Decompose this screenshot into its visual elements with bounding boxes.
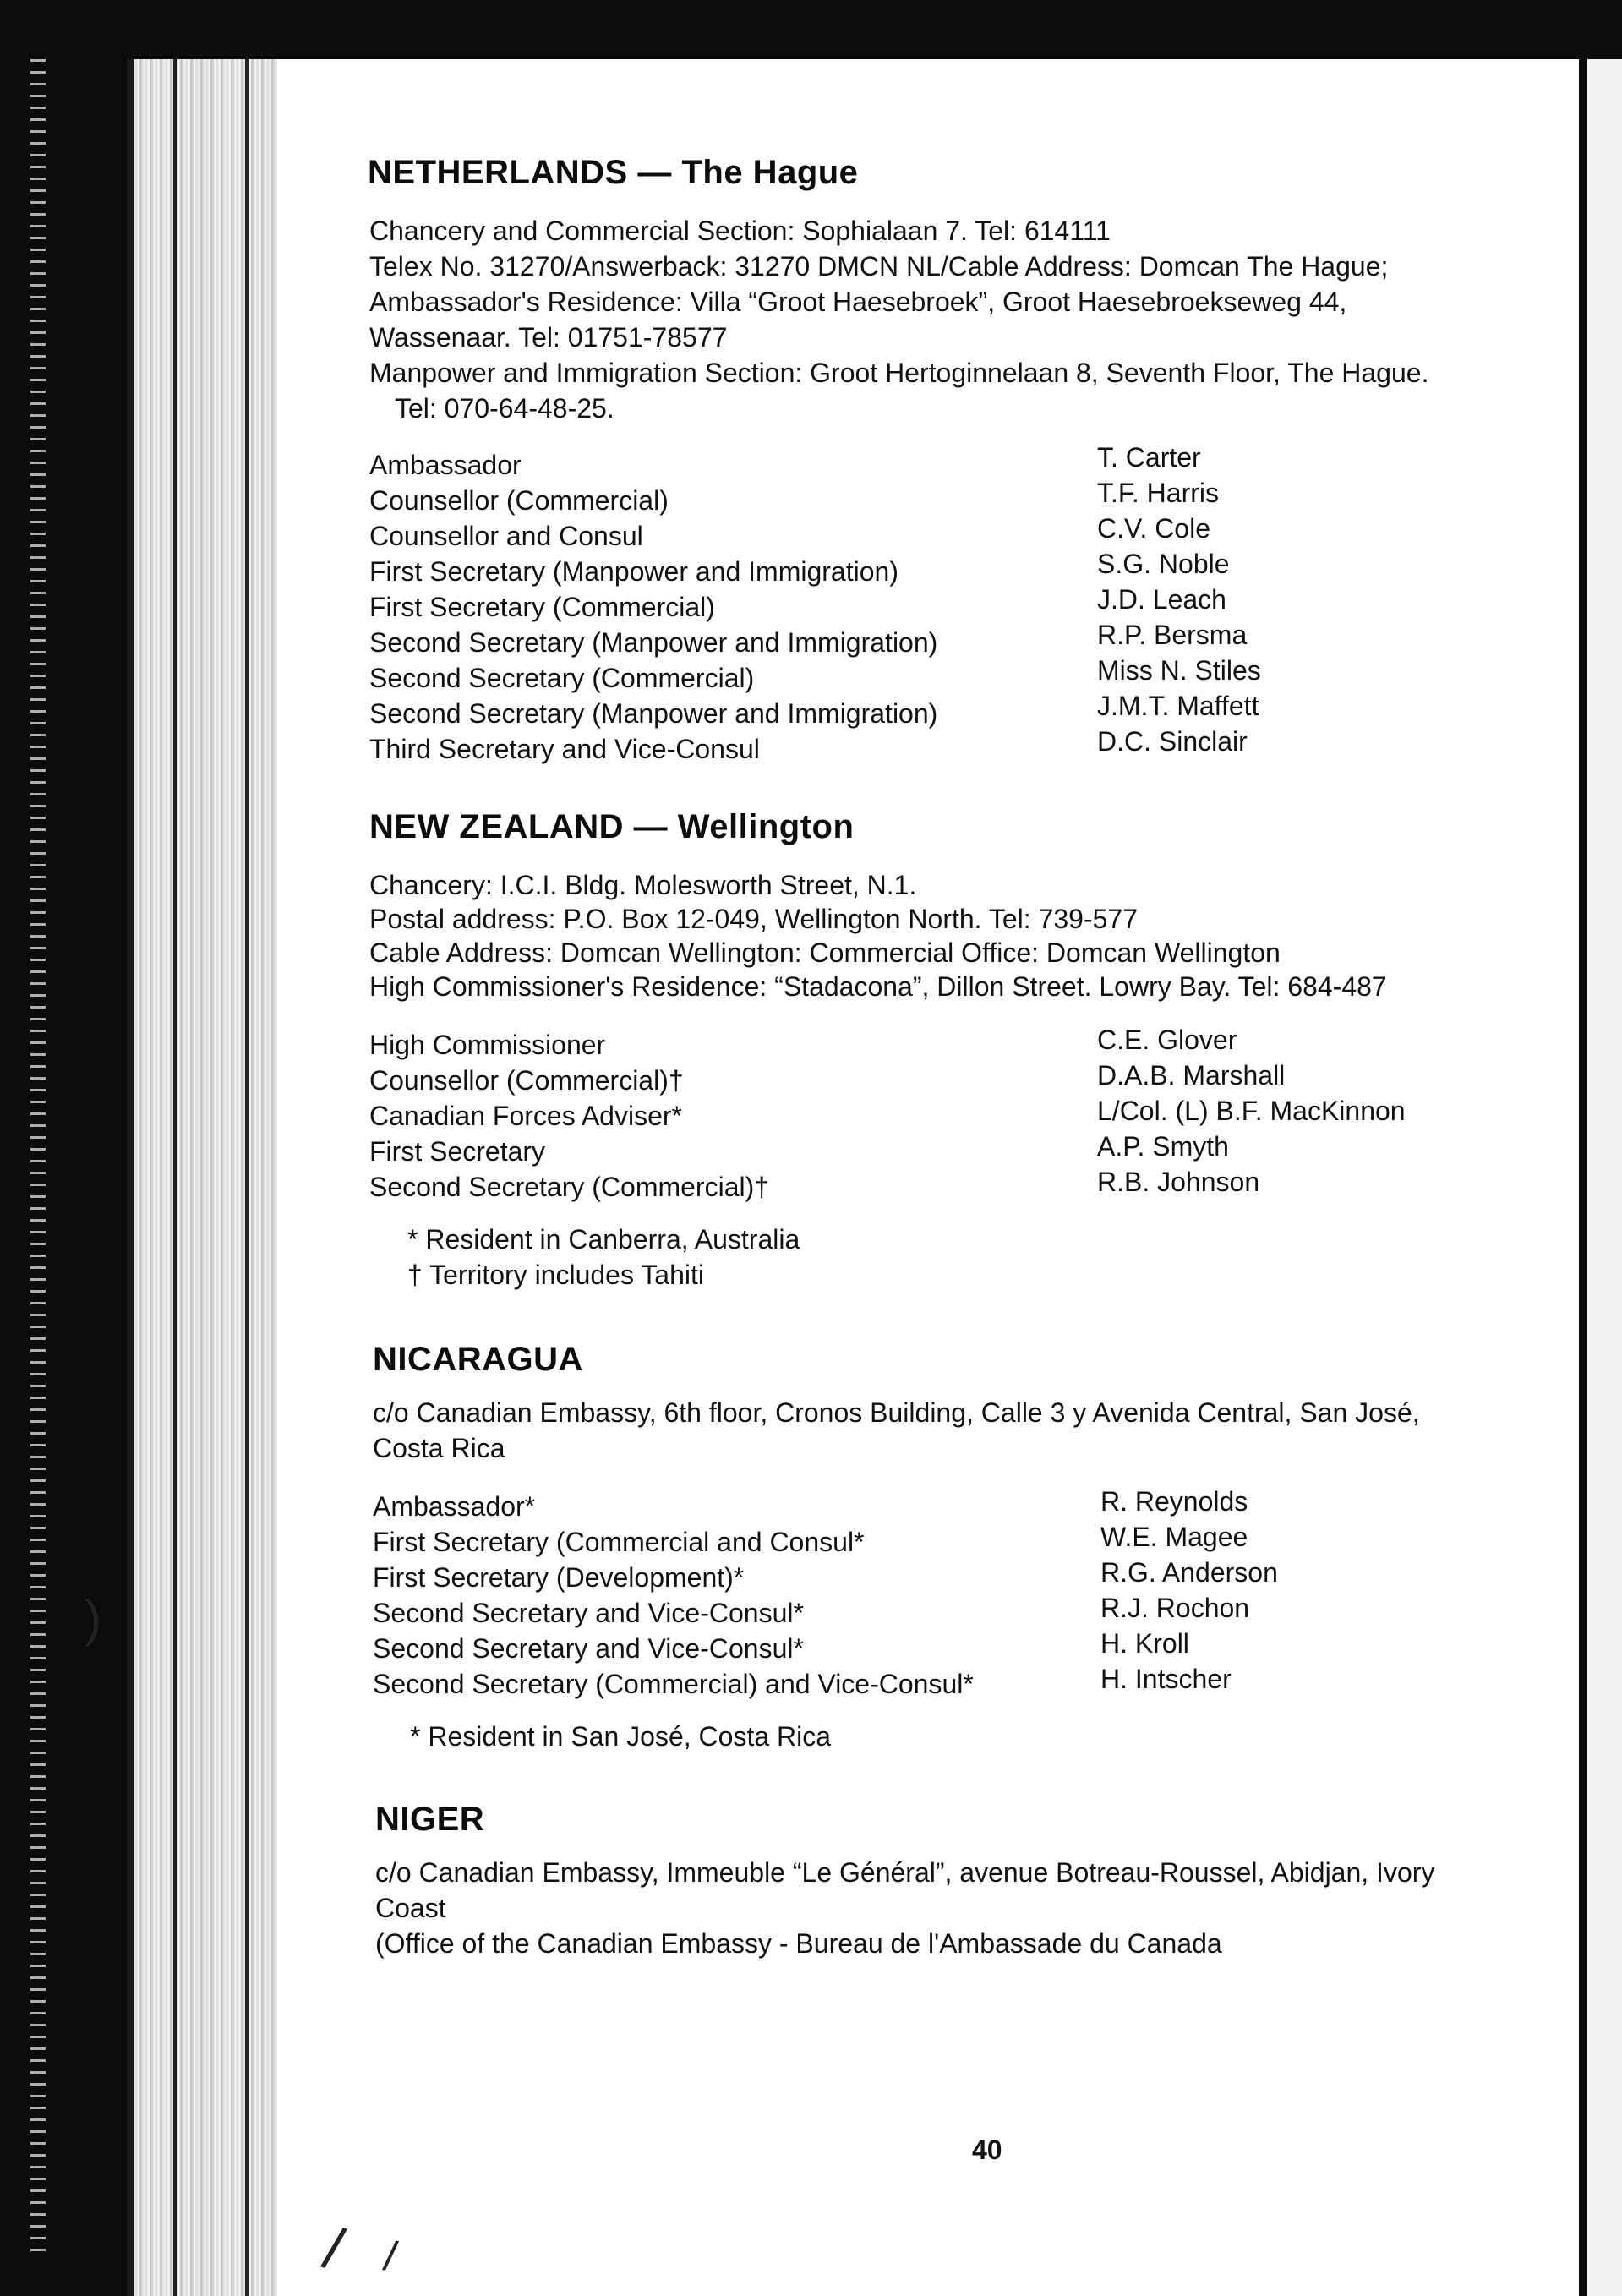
staff-name: S.G. Noble (1097, 549, 1230, 579)
staff-role: Counsellor (Commercial) (369, 485, 669, 516)
staff-name: C.V. Cole (1097, 513, 1210, 544)
staff-role: Second Secretary and Vice-Consul* (373, 1598, 804, 1628)
address-line: Coast (375, 1893, 446, 1923)
pen-stroke-mark: / (380, 2232, 401, 2281)
gutter-rule (245, 59, 249, 2296)
address-line: c/o Canadian Embassy, Immeuble “Le Général”, avenue Botreau-Roussel, Abidjan, Ivory (375, 1857, 1435, 1888)
scan-edge-left (30, 59, 46, 2257)
staff-role: First Secretary (Manpower and Immigration) (369, 556, 898, 587)
staff-role: Counsellor (Commercial)† (369, 1065, 684, 1096)
staff-name: T. Carter (1097, 442, 1201, 473)
staff-role: Second Secretary (Commercial) (369, 663, 755, 693)
staff-name: C.E. Glover (1097, 1025, 1237, 1055)
facing-page-edge (1579, 59, 1622, 2296)
address-line: Costa Rica (373, 1433, 505, 1463)
address-line: Ambassador's Residence: Villa “Groot Haesebroek”, Groot Haesebroekseweg 44, (369, 287, 1347, 317)
book-gutter (127, 59, 277, 2296)
staff-name: R.G. Anderson (1100, 1557, 1278, 1588)
footnote: † Territory includes Tahiti (407, 1260, 704, 1290)
address-line: Telex No. 31270/Answerback: 31270 DMCN NL/Cable Address: Domcan The Hague; (369, 251, 1389, 282)
staff-role: Second Secretary (Manpower and Immigration) (369, 627, 938, 658)
staff-role: Ambassador* (373, 1491, 536, 1522)
staff-name: R.P. Bersma (1097, 620, 1248, 650)
address-line: Chancery and Commercial Section: Sophialaan 7. Tel: 614111 (369, 216, 1111, 246)
address-line: Chancery: I.C.I. Bldg. Molesworth Street, N.1. (369, 870, 917, 900)
address-line: Manpower and Immigration Section: Groot Hertoginnelaan 8, Seventh Floor, The Hague. (369, 358, 1429, 388)
bracket-mark: ) (85, 1590, 101, 1647)
staff-role: First Secretary (369, 1136, 546, 1167)
gutter-rule (173, 59, 177, 2296)
address-line: Postal address: P.O. Box 12-049, Wellington North. Tel: 739-577 (369, 904, 1138, 934)
staff-name: R. Reynolds (1100, 1486, 1248, 1517)
staff-name: W.E. Magee (1100, 1522, 1248, 1552)
address-line: (Office of the Canadian Embassy - Bureau de l'Ambassade du Canada (375, 1928, 1222, 1959)
address-line: High Commissioner's Residence: “Stadacona”, Dillon Street. Lowry Bay. Tel: 684-487 (369, 971, 1387, 1002)
staff-name: H. Kroll (1100, 1628, 1189, 1659)
staff-name: A.P. Smyth (1097, 1131, 1229, 1162)
staff-name: J.M.T. Maffett (1097, 691, 1259, 721)
staff-name: H. Intscher (1100, 1664, 1232, 1694)
section-heading-netherlands: NETHERLANDS — The Hague (368, 154, 859, 191)
staff-role: High Commissioner (369, 1030, 606, 1060)
address-line: Cable Address: Domcan Wellington: Commercial Office: Domcan Wellington (369, 938, 1281, 968)
staff-role: Second Secretary (Commercial)† (369, 1172, 770, 1202)
staff-role: Second Secretary and Vice-Consul* (373, 1633, 804, 1664)
staff-role: First Secretary (Development)* (373, 1562, 745, 1593)
staff-name: L/Col. (L) B.F. MacKinnon (1097, 1096, 1406, 1126)
pen-stroke-mark: / (317, 2214, 351, 2283)
staff-role: Ambassador (369, 450, 522, 480)
page-number: 40 (972, 2135, 1002, 2165)
section-heading-nicaragua: NICARAGUA (373, 1341, 583, 1378)
address-line: Wassenaar. Tel: 01751-78577 (369, 322, 728, 353)
staff-name: R.J. Rochon (1100, 1593, 1250, 1623)
staff-role: Counsellor and Consul (369, 521, 643, 551)
staff-name: T.F. Harris (1097, 478, 1219, 508)
staff-role: First Secretary (Commercial and Consul* (373, 1527, 865, 1557)
staff-name: D.C. Sinclair (1097, 726, 1248, 757)
footnote: * Resident in Canberra, Australia (407, 1224, 800, 1255)
staff-name: R.B. Johnson (1097, 1167, 1260, 1197)
staff-name: J.D. Leach (1097, 584, 1226, 615)
staff-role: Second Secretary (Manpower and Immigration) (369, 698, 938, 729)
staff-role: Third Secretary and Vice-Consul (369, 734, 760, 764)
section-heading-niger: NIGER (375, 1801, 485, 1838)
staff-name: Miss N. Stiles (1097, 655, 1261, 686)
staff-name: D.A.B. Marshall (1097, 1060, 1286, 1091)
section-heading-new-zealand: NEW ZEALAND — Wellington (369, 808, 855, 845)
staff-role: Canadian Forces Adviser* (369, 1101, 682, 1131)
staff-role: First Secretary (Commercial) (369, 592, 715, 622)
address-line: c/o Canadian Embassy, 6th floor, Cronos Building, Calle 3 y Avenida Central, San José, (373, 1397, 1420, 1428)
footnote: * Resident in San José, Costa Rica (410, 1721, 832, 1752)
staff-role: Second Secretary (Commercial) and Vice-Consul* (373, 1669, 974, 1699)
address-line: Tel: 070-64-48-25. (395, 393, 614, 424)
